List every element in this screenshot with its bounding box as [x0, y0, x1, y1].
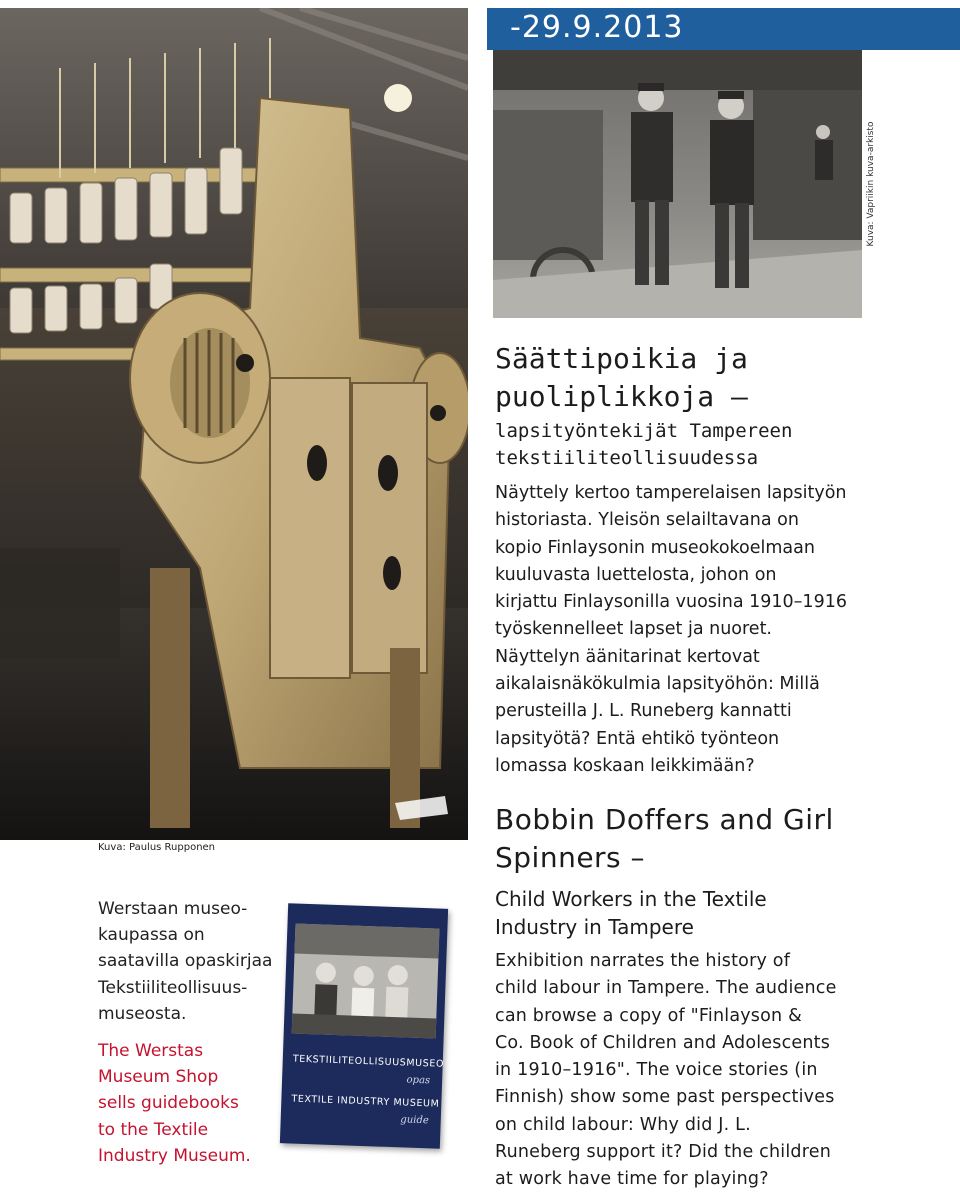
english-body — [495, 948, 955, 1194]
english-subtitle-line: Child Workers in the Textile — [495, 887, 767, 911]
guidebook-subtitle-finnish: opas — [406, 1074, 431, 1087]
finnish-subtitle-line: tekstiiliteollisuudessa — [495, 447, 759, 469]
english-title — [495, 801, 834, 877]
shop-fi-line: kaupassa on — [98, 925, 205, 946]
guidebook-photo — [283, 913, 448, 1058]
right-photo-credit-text: Kuva: Vapriikin kuva-arkisto — [866, 121, 876, 247]
shop-note-finnish — [98, 896, 288, 1027]
english-body-line: Runeberg support it? Did the children — [495, 1142, 831, 1163]
finnish-body-line: perusteilla J. L. Runeberg kannatti — [495, 701, 792, 722]
english-title-line: Bobbin Doffers and Girl — [495, 803, 834, 836]
shop-fi-line: Tekstiiliteollisuus- — [98, 977, 248, 998]
finnish-subtitle — [495, 418, 792, 472]
spinning-machine-photo — [0, 8, 468, 840]
right-photo-credit — [862, 50, 880, 318]
english-body-line: on child labour: Why did J. L. — [495, 1114, 751, 1135]
shop-en-line: Museum Shop — [98, 1067, 219, 1088]
shop-fi-line: Werstaan museo- — [98, 899, 248, 919]
spinning-machine-illustration — [0, 8, 468, 840]
finnish-title-line: puoliplikkoja – — [495, 380, 748, 413]
child-workers-illustration — [493, 50, 862, 318]
guidebook-cover — [280, 903, 448, 1148]
guidebook-subtitle-english: guide — [400, 1114, 429, 1127]
finnish-body-line: Näyttelyn äänitarinat kertovat — [495, 646, 760, 667]
english-body-line: Co. Book of Children and Adolescents — [495, 1032, 831, 1053]
english-body-line: Exhibition narrates the history of — [495, 951, 791, 971]
exhibition-date: -29.9.2013 — [510, 10, 684, 45]
english-body-line: in 1910–1916". The voice stories (in — [495, 1060, 818, 1081]
finnish-subtitle-line: lapsityöntekijät Tampereen — [495, 420, 793, 442]
shop-en-line: Industry Museum. — [98, 1145, 251, 1166]
guidebook-title-finnish: TEKSTIILITEOLLISUUSMUSEO — [292, 1053, 445, 1070]
english-body-line: child labour in Tampere. The audience — [495, 978, 837, 999]
child-workers-photo — [493, 50, 862, 318]
shop-fi-line: museosta. — [98, 1003, 187, 1024]
finnish-body-line: kuuluvasta luettelosta, johon on — [495, 564, 777, 585]
finnish-body-line: kirjattu Finlaysonilla vuosina 1910–1916 — [495, 592, 847, 613]
finnish-body-line: Näyttely kertoo tamperelaisen lapsityön — [495, 483, 847, 503]
shop-fi-line: saatavilla opaskirjaa — [98, 951, 273, 972]
finnish-body-line: aikalaisnäkökulmia lapsityöhön: Millä — [495, 674, 820, 695]
shop-note-english — [98, 1038, 288, 1169]
shop-en-line: sells guidebooks — [98, 1093, 239, 1114]
finnish-title-line: Säättipoikia ja — [495, 342, 748, 375]
english-body-line: can browse a copy of "Finlayson & — [495, 1005, 802, 1026]
left-photo-credit: Kuva: Paulus Rupponen — [98, 842, 216, 853]
english-body-line: Finnish) show some past perspectives — [495, 1087, 835, 1108]
english-body-line: at work have time for playing? — [495, 1169, 769, 1190]
english-subtitle — [495, 885, 767, 941]
shop-en-line: to the Textile — [98, 1119, 209, 1140]
finnish-body-line: lapsityötä? Entä ehtikö työnteon — [495, 728, 780, 749]
finnish-body — [495, 480, 955, 780]
finnish-body-line: kopio Finlaysonin museokokoelmaan — [495, 537, 815, 558]
english-subtitle-line: Industry in Tampere — [495, 915, 694, 939]
finnish-body-line: historiasta. Yleisön selailtavana on — [495, 510, 799, 531]
guidebook-title-english: TEXTILE INDUSTRY MUSEUM — [291, 1093, 440, 1110]
finnish-title — [495, 340, 748, 416]
finnish-body-line: lomassa koskaan leikkimään? — [495, 755, 755, 776]
english-title-line: Spinners – — [495, 841, 646, 874]
shop-en-line: The Werstas — [98, 1041, 204, 1061]
finnish-body-line: työskennelleet lapset ja nuoret. — [495, 619, 772, 640]
